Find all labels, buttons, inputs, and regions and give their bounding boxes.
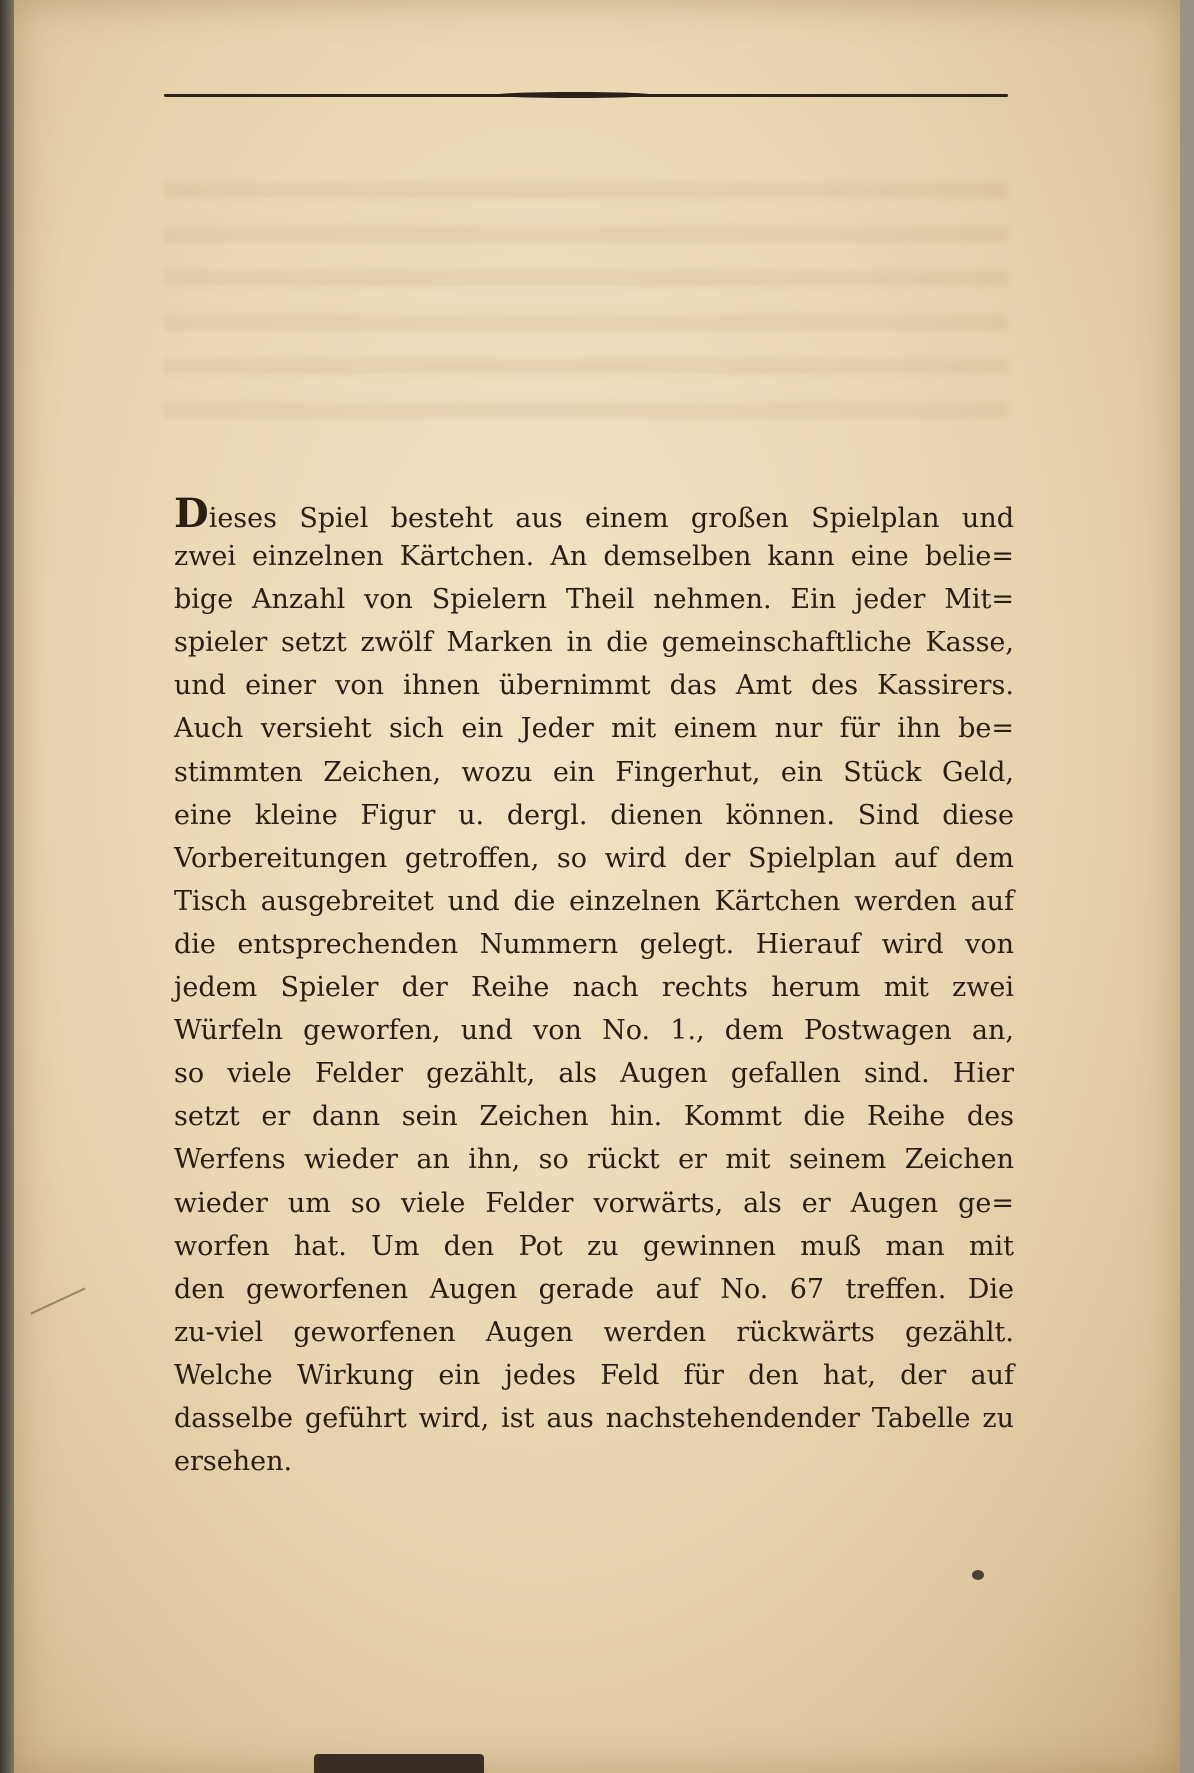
page-edge-shadow	[0, 0, 14, 1773]
text-line: jedem Spieler der Reihe nach rechts herum mit zwei	[174, 972, 1014, 1004]
text-line: dasselbe geführt wird, ist aus nachstehendender Tabelle zu	[174, 1402, 1014, 1434]
text-line: eine kleine Figur u. dergl. dienen können. Sind diese	[174, 799, 1014, 831]
text-line: setzt er dann sein Zeichen hin. Kommt die Reihe des	[174, 1101, 1014, 1133]
text-line: zwei einzelnen Kärtchen. An demselben kann eine belie=	[174, 541, 1014, 573]
text-line: Tisch ausgebreitet und die einzelnen Kärtchen werden auf	[174, 885, 1014, 917]
text-line: und einer von ihnen übernimmt das Amt des Kassirers.	[174, 670, 1014, 702]
body-paragraph	[174, 492, 1014, 1483]
text-line: Auch versieht sich ein Jeder mit einem nur für ihn be=	[174, 713, 1014, 745]
text-line: Welche Wirkung ein jedes Feld für den hat, der auf	[174, 1359, 1014, 1391]
text-line: stimmten Zeichen, wozu ein Fingerhut, ein Stück Geld,	[174, 756, 1014, 788]
text-line: ersehen.	[174, 1446, 293, 1478]
text-line: wieder um so viele Felder vorwärts, als er Augen ge=	[174, 1187, 1014, 1219]
text-line: den geworfenen Augen gerade auf No. 67 treffen. Die	[174, 1273, 1014, 1305]
text-line: Dieses Spiel besteht aus einem großen Spielplan und	[174, 490, 1014, 537]
text-line: bige Anzahl von Spielern Theil nehmen. Ein jeder Mit=	[174, 584, 1014, 616]
ink-speck	[972, 1570, 984, 1580]
text-line: Vorbereitungen getroffen, so wird der Spielplan auf dem	[174, 842, 1014, 874]
top-horizontal-rule	[164, 94, 1008, 97]
text-line: die entsprechenden Nummern gelegt. Hierauf wird von	[174, 928, 1014, 960]
document-page	[14, 0, 1180, 1773]
paper-tear	[30, 1287, 85, 1314]
text-line: zu-viel geworfenen Augen werden rückwärts gezählt.	[174, 1316, 1014, 1348]
text-line: worfen hat. Um den Pot zu gewinnen muß man mit	[174, 1230, 1014, 1262]
text-line: spieler setzt zwölf Marken in die gemeinschaftliche Kasse,	[174, 627, 1014, 659]
text-line: Werfens wieder an ihn, so rückt er mit seinem Zeichen	[174, 1144, 1014, 1176]
text-line: Würfeln geworfen, und von No. 1., dem Postwagen an,	[174, 1015, 1014, 1047]
text-line: so viele Felder gezählt, als Augen gefallen sind. Hier	[174, 1058, 1014, 1090]
show-through-text-area	[164, 160, 1008, 420]
bottom-edge-mark	[314, 1754, 484, 1773]
